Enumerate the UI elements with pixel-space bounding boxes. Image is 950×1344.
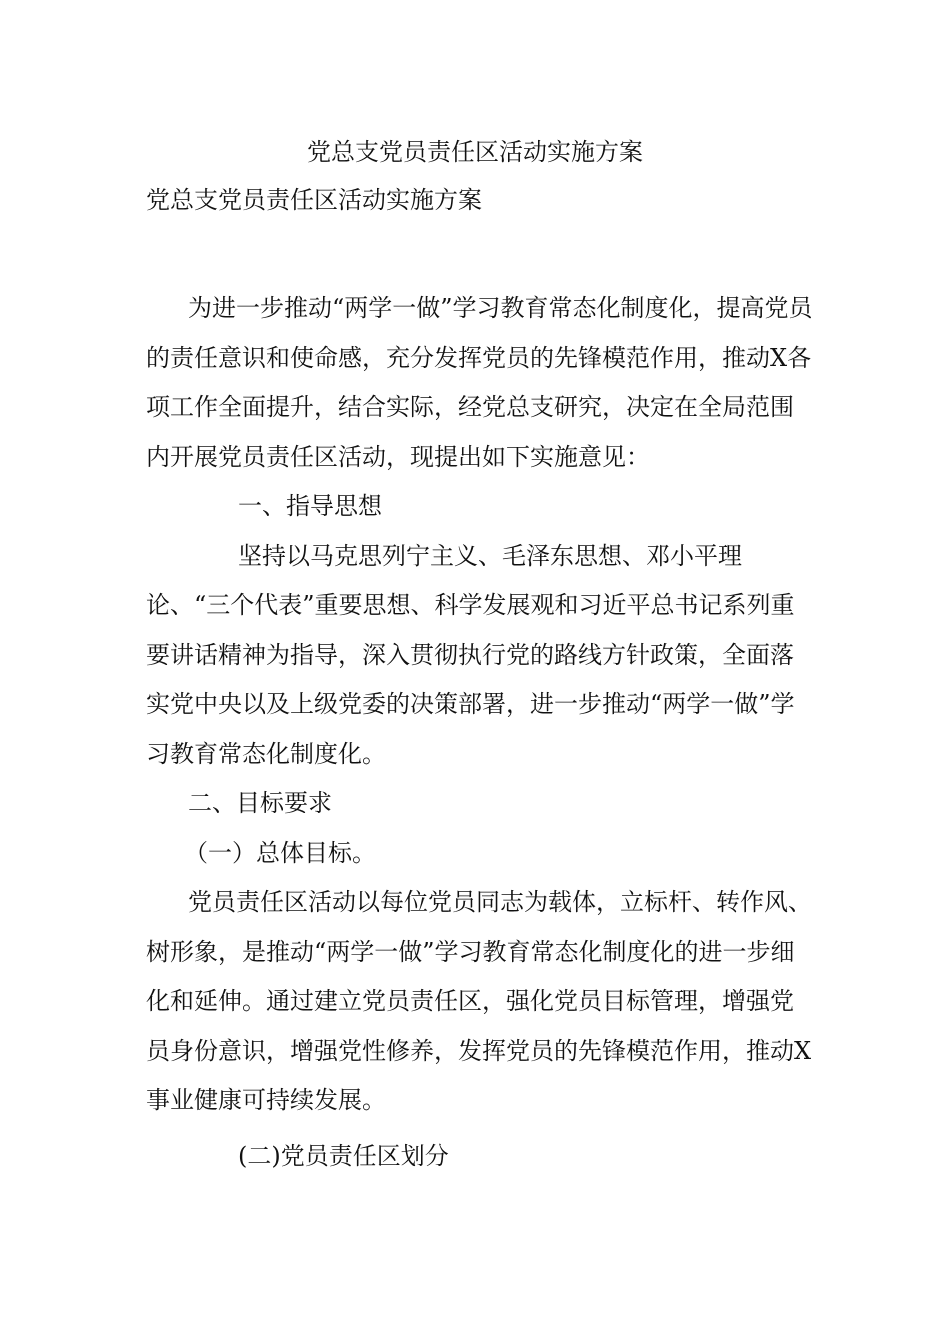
section-heading-goals: 二、目标要求 <box>188 789 332 817</box>
document-title: 党总支党员责任区活动实施方案 <box>307 138 643 166</box>
guiding-ideology-paragraph: 坚持以马克思列宁主义、毛泽东思想、邓小平理论、“三个代表”重要思想、科学发展观和习近平总书记系列重要讲话精神为指导，深入贯彻执行党的路线方针政策，全面落实党中央以及上级党委的决策部署，进一步推动“两学一做”学习教育常态化制度化。 <box>146 541 795 768</box>
subsection-heading-zone-division: (二)党员责任区划分 <box>238 1141 449 1170</box>
section-heading-guiding-ideology: 一、指导思想 <box>238 492 382 520</box>
intro-paragraph: 为进一步推动“两学一做”学习教育常态化制度化，提高党员的责任意识和使命感，充分发挥党员的先锋模范作用，推动X各项工作全面提升，结合实际，经党总支研究，决定在全局范围内开展党员责任区活动，现提出如下实施意见： <box>146 294 813 471</box>
subsection-heading-overall-goal: （一）总体目标。 <box>184 838 376 867</box>
document-subtitle: 党总支党员责任区活动实施方案 <box>146 186 482 214</box>
document-body <box>146 284 814 1181</box>
overall-goal-paragraph: 党员责任区活动以每位党员同志为载体，立标杆、转作风、树形象，是推动“两学一做”学习教育常态化制度化的进一步细化和延伸。通过建立党员责任区，强化党员目标管理，增强党员身份意识，增强党性修养，发挥党员的先锋模范作用，推动X事业健康可持续发展。 <box>146 888 812 1114</box>
